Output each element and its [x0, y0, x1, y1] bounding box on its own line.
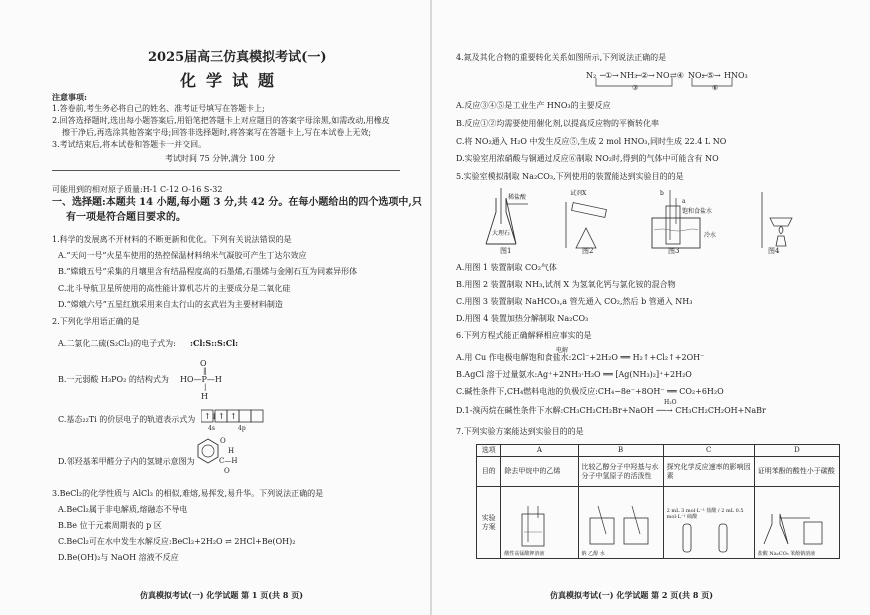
scheme-cell — [663, 487, 754, 559]
q4-option-c: C.将 NO₂通入 H₂O 中发生反应⑤,生成 2 mol HNO₃,同时生成 22.4 L NO — [456, 137, 727, 146]
scheme-note: 2 mL 3 mol·L⁻¹ 盐酸 / 2 mL 0.5 mol·L⁻¹ 硫酸 — [666, 508, 744, 520]
svg-text:↑: ↑ — [218, 412, 225, 421]
label-brine: 饱和食盐水 — [682, 208, 713, 215]
purpose-cell: 探究化学反应速率的影响因素 — [663, 457, 754, 487]
notice-heading: 注意事项: — [52, 92, 87, 102]
header-cell: A — [501, 445, 578, 457]
q6-option-a: A.用 Cu 作电极电解饱和食盐水:2Cl⁻+2H₂O ══ H₂↑+Cl₂↑+2OH⁻ — [456, 353, 705, 362]
scheme-note: 钠 乙醇 水 — [581, 551, 605, 557]
step-6-label: ⑥ — [712, 84, 719, 92]
question-6-stem: 6.下列方程式能正确解释相应事实的是 — [456, 331, 592, 340]
scheme-row — [477, 487, 840, 559]
electrolysis-condition: 电解 — [556, 347, 569, 354]
step-3-label: ③ — [632, 84, 639, 92]
header-cell: 选项 — [477, 445, 501, 457]
orbital-4s-label: 4s — [208, 425, 215, 432]
question-2-stem: 2.下列化学用语正确的是 — [52, 317, 140, 326]
q5-option-b: B.用图 2 装置制取 NH₃,试剂 X 为氢氧化钙与氯化铵的混合物 — [456, 280, 676, 289]
page-footer: 仿真模拟考试(一) 化学试题 第 1 页(共 8 页) — [140, 590, 303, 600]
q7-options-table — [476, 444, 840, 559]
chain-nh3: NH₃ — [620, 71, 638, 80]
scheme-note: 酸性高锰酸钾溶液 — [504, 551, 545, 557]
q6-option-c: C.碱性条件下,CH₄燃料电池的负极反应:CH₄−8e⁻+8OH⁻ ══ CO₂+6H₂O — [456, 387, 724, 396]
exam-page-2 — [432, 0, 870, 615]
purpose-cell: 除去甲烷中的乙烯 — [501, 457, 578, 487]
q3-option-a: A.BeCl₂属于非电解质,熔融态不导电 — [58, 505, 188, 514]
notice-line: 3.考试结束后,将本试卷和答题卡一并交回。 — [52, 140, 207, 149]
beakers-icon — [582, 504, 656, 548]
section-heading: 一、选择题:本题共 14 小题,每小题 3 分,共 42 分。在每小题给出的四个选项中,只 — [52, 197, 422, 208]
svg-text:↑↓: ↑↓ — [204, 412, 218, 421]
orbital-4p-label: 4p — [238, 425, 246, 432]
question-1-stem: 1.科学的发展离不开材料的不断更新和优化。下列有关说法错误的是 — [52, 235, 292, 244]
purpose-cell: 证明苯酚的酸性小于碳酸 — [754, 457, 839, 487]
header-cell: D — [754, 445, 839, 457]
notice-line: 2.回答选择题时,选出每小题答案后,用铅笔把答题卡上对应题目的答案字母涂黑,如需改动,用橡皮 — [52, 116, 390, 125]
chain-hno3: HNO₃ — [724, 71, 748, 80]
double-bond: ‖ — [203, 367, 207, 375]
hbond-h: H — [228, 447, 235, 455]
q4-option-d: D.实验室用浓硝酸与铜通过反应⑥制取 NO₂时,得到的气体中可能含有 NO — [456, 154, 719, 163]
chain-arrow: ─①→ — [600, 71, 619, 80]
scheme-cell — [501, 487, 578, 559]
q3-option-d: D.Be(OH)₂与 NaOH 溶液不反应 — [58, 553, 179, 562]
label-marble: 大理石 — [492, 230, 511, 237]
q3-option-c: C.BeCl₂可在水中发生水解反应:BeCl₂+2H₂O ⇌ 2HCl+Be(OH)₂ — [58, 537, 296, 546]
fig-2-caption: 图2 — [582, 247, 594, 255]
header-cell: C — [663, 445, 754, 457]
structure-top-o: O — [200, 359, 207, 368]
fig-4-caption: 图4 — [768, 247, 780, 255]
q2-option-a: A.二氯化二硫(S₂Cl₂)的电子式为: — [58, 339, 176, 348]
section-heading: 有一项是符合题目要求的。 — [66, 212, 186, 223]
fig-3-caption: 图3 — [668, 247, 680, 255]
chain-n2: N₂ — [586, 71, 597, 80]
q2-option-b: B.一元弱酸 H₃PO₂ 的结构式为 — [58, 375, 169, 384]
hydrolysis-condition: H₂O — [664, 399, 677, 406]
hbond-o2: O — [224, 467, 230, 475]
fig-1-caption: 图1 — [500, 247, 512, 255]
question-3-stem: 3.BeCl₂的化学性质与 AlCl₃ 的相似,难熔,易挥发,易升华。下列说法正确的是 — [52, 489, 324, 498]
gas-washing-bottle-icon — [504, 504, 570, 548]
electron-formula: :Cl:S::S:Cl: — [190, 338, 239, 348]
row-label: 目的 — [477, 457, 501, 487]
single-bond: | — [204, 383, 207, 391]
flask-setup-icon — [758, 504, 832, 548]
chain-arrow: ─⑤→ — [702, 71, 721, 80]
svg-text:↑: ↑ — [230, 412, 237, 421]
test-tubes-icon — [667, 520, 747, 554]
purpose-row — [477, 457, 840, 487]
reaction-arrows — [592, 78, 752, 92]
q5-option-c: C.用图 3 装置制取 NaHCO₃,a 管先通入 CO₂,然后 b 管通入 NH₃ — [456, 297, 693, 306]
structure-bottom-h: H — [201, 392, 208, 401]
page-footer: 仿真模拟考试(一) 化学试题 第 2 页(共 8 页) — [550, 590, 713, 600]
divider-line — [52, 170, 400, 171]
q2-option-c: C.基态₂₂Ti 的价层电子的轨道表示式为 — [58, 415, 196, 424]
chain-arrow: ⇄④ — [670, 71, 684, 80]
exam-page-1 — [0, 0, 430, 615]
exam-title: 2025届高三仿真模拟考试(一) — [148, 50, 327, 65]
label-reagent-x: 试剂X — [570, 190, 587, 197]
header-cell: B — [578, 445, 663, 457]
chain-arrow: ─②→ — [636, 71, 655, 80]
label-b: b — [660, 190, 664, 197]
q6-option-b: B.AgCl 溶于过量氨水:Ag⁺+2NH₃·H₂O ══ [Ag(NH₃)₂]⁺+2H₂O — [456, 370, 692, 379]
q4-option-b: B.反应①②均需要使用催化剂,以提高反应物的平衡转化率 — [456, 119, 659, 128]
q6-option-d: D.1-溴丙烷在碱性条件下水解:CH₃CH₂CH₂Br+NaOH ──→ CH₃CH₂CH₂OH+NaBr — [456, 406, 766, 415]
q2-option-d: D.邻羟基苯甲醛分子内的氢键示意图为 — [58, 457, 195, 466]
q4-option-a: A.反应③④⑤是工业生产 HNO₃的主要反应 — [456, 101, 611, 110]
question-4-stem: 4.氮及其化合物的重要转化关系如图所示,下列说法正确的是 — [456, 53, 667, 62]
scheme-cell — [754, 487, 839, 559]
notice-line: 擦干净后,再选涂其他答案字母;回答非选择题时,将答案写在答题卡上,写在本试卷上无效; — [62, 128, 372, 137]
time-score: 考试时间 75 分钟,满分 100 分 — [165, 154, 276, 163]
q1-option-d: D.“嫦娥六号”五星红旗采用来自太行山的玄武岩为主要材料制造 — [58, 300, 283, 309]
hbond-o1: O — [220, 437, 226, 445]
question-5-stem: 5.实验室模拟制取 Na₂CO₃,下列使用的装置能达到实验目的的是 — [456, 172, 684, 181]
q1-option-a: A.“天问一号”火星车使用的热控保温材料纳米气凝胶可产生丁达尔效应 — [58, 251, 307, 260]
label-dilute-hcl: 稀盐酸 — [508, 194, 527, 201]
subject-title: 化学试题 — [180, 71, 285, 90]
notice-line: 1.答卷前,考生务必将自己的姓名、准考证号填写在答题卡上; — [52, 104, 265, 113]
purpose-cell: 比较乙醇分子中羟基与水分子中氢原子的活泼性 — [578, 457, 663, 487]
q1-option-b: B.“嫦娥五号”采集的月壤里含有结晶程度高的石墨烯,石墨烯与金刚石互为同素异形体 — [58, 267, 358, 276]
label-a: a — [682, 198, 686, 205]
q1-option-c: C.北斗导航卫星所使用的高性能计算机芯片的主要成分是二氧化硅 — [58, 284, 291, 293]
table-header-row — [477, 445, 840, 457]
q3-option-b: B.Be 位于元素周期表的 p 区 — [58, 521, 162, 530]
q5-option-d: D.用图 4 装置加热分解制取 Na₂CO₃ — [456, 314, 589, 323]
chain-no2: NO₂ — [688, 71, 705, 80]
structure-formula: HO—P—H — [180, 375, 222, 384]
scheme-note: 盐酸 Na₂CO₃ 苯酚钠溶液 — [757, 551, 816, 557]
question-7-stem: 7.下列实验方案能达到实验目的的是 — [456, 427, 584, 436]
hbond-c: C—H — [219, 457, 238, 465]
atomic-masses: 可能用到的相对原子质量:H-1 C-12 O-16 S-32 — [52, 185, 223, 194]
chain-no: NO — [656, 71, 670, 80]
row-label: 实验方案 — [477, 487, 501, 559]
scheme-cell — [578, 487, 663, 559]
q5-option-a: A.用图 1 装置制取 CO₂气体 — [456, 263, 557, 272]
label-cold-water: 冷水 — [704, 232, 717, 239]
